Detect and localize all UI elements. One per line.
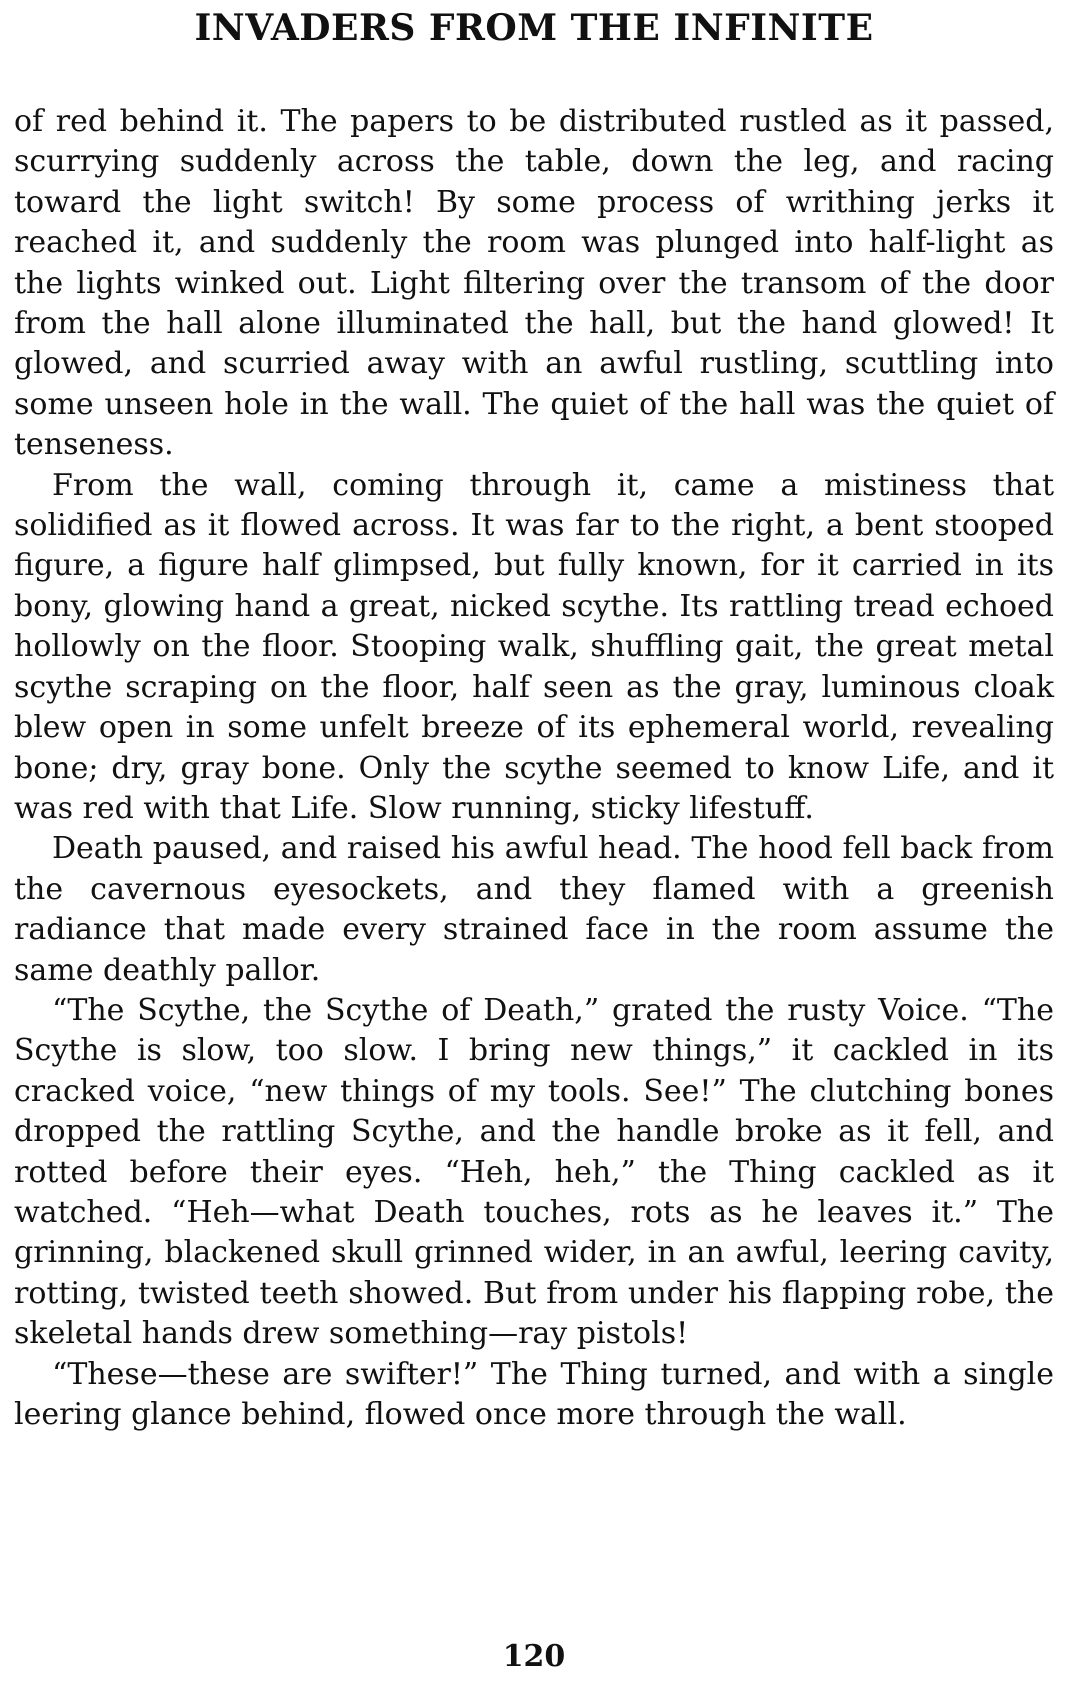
paragraph-5: “These—these are swifter!” The Thing turned, and with a single leering glance behind, flowed once more through the wall. xyxy=(14,1356,1054,1432)
running-head: INVADERS FROM THE INFINITE xyxy=(194,7,874,49)
body-text xyxy=(14,102,1054,1435)
paragraph-1: of red behind it. The papers to be distributed rustled as it passed, scurrying suddenly across the table, down the leg, and racing toward the light switch! By some process of writhing jerks it reached it, and suddenly the room was plunged into half-light as the lights winked out. Light filtering over the transom of the door from the hall alone illuminated the hall, but the hand glowed! It glowed, and scurried away with an awful rustling, scuttling into some unseen hole in the wall. The quiet of the hall was the quiet of tenseness. xyxy=(14,104,1054,463)
paragraph-4: “The Scythe, the Scythe of Death,” grated the rusty Voice. “The Scythe is slow, too slow. I bring new things,” it cackled in its cracked voice, “new things of my tools. See!” The clutching bones dropped the rattling Scythe, and the handle broke as it fell, and rotted before their eyes. “Heh, heh,” the Thing cackled as it watched. “Heh—what Death touches, rots as he leaves it.” The grinning, blackened skull grinned wider, in an awful, leering cavity, rotting, twisted teeth showed. But from under his flapping robe, the skeletal hands drew something—ray pistols! xyxy=(14,992,1054,1352)
paragraph-2: From the wall, coming through it, came a mistiness that solidified as it flowed across. It was far to the right, a bent stooped figure, a figure half glimpsed, but fully known, for it carried in its bony, glowing hand a great, nicked scythe. Its rattling tread echoed hollowly on the floor. Stooping walk, shuffling gait, the great metal scythe scraping on the floor, half seen as the gray, luminous cloak blew open in some unfelt breeze of its ephemeral world, revealing bone; dry, gray bone. Only the scythe seemed to know Life, and it was red with that Life. Slow running, sticky lifestuff. xyxy=(14,467,1054,826)
page-number: 120 xyxy=(502,1639,566,1674)
paragraph-3: Death paused, and raised his awful head. The hood fell back from the cavernous eyesockets, and they flamed with a greenish radiance that made every strained face in the room assume the same deathly pallor. xyxy=(14,831,1054,988)
